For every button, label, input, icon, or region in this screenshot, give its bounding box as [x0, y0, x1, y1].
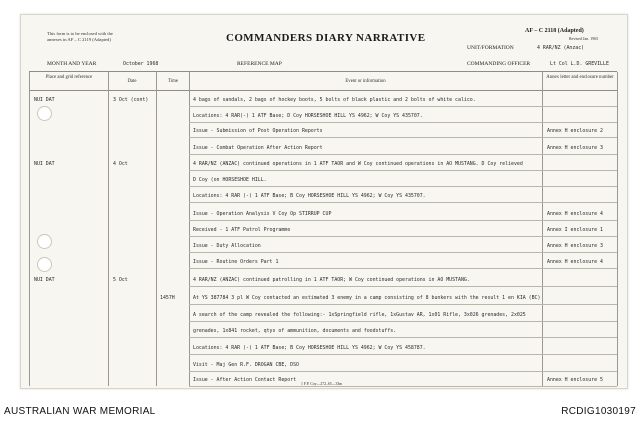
entry-event: Received - 1 ATF Patrol Programme — [193, 227, 291, 233]
revised-note: Revised Jan. 1965 — [569, 36, 599, 41]
entry-rule — [189, 122, 617, 123]
month-label: MONTH AND YEAR — [47, 61, 97, 67]
entry-date: 4 Oct — [113, 161, 128, 167]
entry-rule — [189, 321, 617, 322]
binder-hole — [37, 106, 52, 121]
form-id: AF – C 2118 (Adapted) — [525, 28, 584, 34]
column-header-event: Event or information — [345, 79, 386, 84]
entry-date: 3 Oct (cont) — [113, 97, 149, 103]
entry-place: NUI DAT — [34, 161, 55, 167]
entry-annex: Annex H enclosure 3 — [547, 243, 603, 249]
entry-event: 4 RAR/NZ (ANZAC) continued operations in 1 ATF TAOR and W Coy continued operations in AO MUSTANG. D Coy relieved — [193, 161, 523, 167]
entry-rule — [189, 268, 617, 269]
commanding-officer-label: COMMANDING OFFICER — [467, 61, 531, 67]
entry-event: 4 bags of sandals, 2 bags of hockey boots, 5 bolts of black plastic and 2 bolts of white calico. — [193, 97, 476, 103]
entry-time: 1457H — [160, 295, 175, 301]
entry-annex: Annex I enclosure 1 — [547, 227, 603, 233]
entry-rule — [189, 137, 617, 138]
column-divider — [108, 72, 109, 386]
entry-place: NUI DAT — [34, 97, 55, 103]
entry-rule — [189, 154, 617, 155]
entry-rule — [189, 106, 617, 107]
binder-hole — [37, 257, 52, 272]
entry-date: 5 Oct — [113, 277, 128, 283]
column-divider — [29, 72, 30, 386]
column-head-rule — [29, 90, 617, 91]
print-mark: 1 F.P. Coy—272–65—33m — [301, 382, 343, 386]
footer-id: RCDIG1030197 — [561, 406, 636, 417]
entry-event: Issue - Submission of Post Operation Reports — [193, 128, 323, 134]
entry-event: A search of the camp revealed the following:- 1xSpringfield rifle, 1xGustav AR, 1x01 Rifle, 3x026 grenades, 2x025 — [193, 312, 526, 318]
entry-rule — [189, 220, 617, 221]
entry-event: 4 RAR/NZ (ANZAC) continued patrolling in 1 ATF TAOR; W Coy continued operations in AO MUSTANG. — [193, 277, 470, 283]
entry-rule — [189, 304, 617, 305]
column-header-time: Time — [168, 79, 178, 84]
footer-source: AUSTRALIAN WAR MEMORIAL — [4, 406, 156, 417]
entry-event: At YS 387784 3 pl W Coy contacted an estimated 3 enemy in a camp consisting of 8 bunkers with the result 1 en KIA (BC) — [193, 295, 541, 301]
column-divider — [542, 72, 543, 386]
instruction-line-1: This form is to be enclosed with the — [47, 31, 113, 36]
column-header-place: Place and grid reference — [45, 75, 93, 80]
column-divider — [189, 72, 190, 386]
entry-event: Issue - Operation Analysis V Coy Op STIRRUP CUP — [193, 211, 332, 217]
column-header-annex: Annex letter and enclosure number — [546, 75, 614, 80]
entry-annex: Annex H enclosure 4 — [547, 211, 603, 217]
entry-annex: Annex H enclosure 2 — [547, 128, 603, 134]
entry-event: Visit - Maj Gen R.F. DROGAN CBE, DSO — [193, 362, 299, 368]
entry-event: Locations: 4 RAR (-) 1 ATF Base; B Coy HORSESHOE HILL YS 4962; W Coy YS 435707. — [193, 193, 426, 199]
entry-rule — [189, 202, 617, 203]
column-divider — [617, 72, 618, 386]
entry-annex: Annex H enclosure 4 — [547, 259, 603, 265]
unit-label: UNIT/FORMATION — [467, 45, 514, 51]
entry-rule — [189, 252, 617, 253]
entry-rule — [189, 354, 617, 355]
entry-event: Issue - Combat Operation After Action Report — [193, 145, 323, 151]
entry-event: Locations: 4 RAR (-) 1 ATF Base; B Coy HORSESHOE HILL YS 4962; W Coy YS 458787. — [193, 345, 426, 351]
entry-event: grenades, 1x841 rocket, qtys of ammunition, documents and foodstuffs. — [193, 328, 397, 334]
entry-place: NUI DAT — [34, 277, 55, 283]
entry-rule — [189, 170, 617, 171]
reference-map-label: REFERENCE MAP — [237, 61, 282, 67]
unit-value: 4 RAR/NZ (Anzac) — [537, 45, 585, 51]
column-divider — [156, 72, 157, 386]
page-title: COMMANDERS DIARY NARRATIVE — [226, 32, 426, 44]
entry-event: Issue - After Action Contact Report — [193, 377, 297, 383]
commanding-officer-value: Lt Col L.D. GREVILLE — [550, 61, 609, 67]
entry-rule — [189, 386, 617, 387]
binder-hole — [37, 234, 52, 249]
entry-rule — [189, 286, 617, 287]
entry-event: Issue - Duty Allocation — [193, 243, 261, 249]
entry-event: D Coy (on HORSESHOE HILL. — [193, 177, 267, 183]
entry-event: Issue - Routine Orders Part 1 — [193, 259, 279, 265]
diary-sheet — [20, 14, 628, 389]
entry-event: Locations: 4 RAR(-) 1 ATF Base; D Coy HORSESHOE HILL YS 4962; W Coy YS 435707. — [193, 113, 423, 119]
entry-rule — [189, 371, 617, 372]
entry-rule — [189, 186, 617, 187]
header-rule — [29, 71, 617, 72]
column-header-date: Date — [127, 79, 137, 84]
entry-annex: Annex H enclosure 3 — [547, 145, 603, 151]
entry-rule — [189, 337, 617, 338]
instruction-line-2: annexes in AF – C 2119 (Adapted) — [47, 37, 111, 42]
entry-rule — [189, 236, 617, 237]
month-value: October 1968 — [123, 61, 159, 67]
entry-annex: Annex H enclosure 5 — [547, 377, 603, 383]
